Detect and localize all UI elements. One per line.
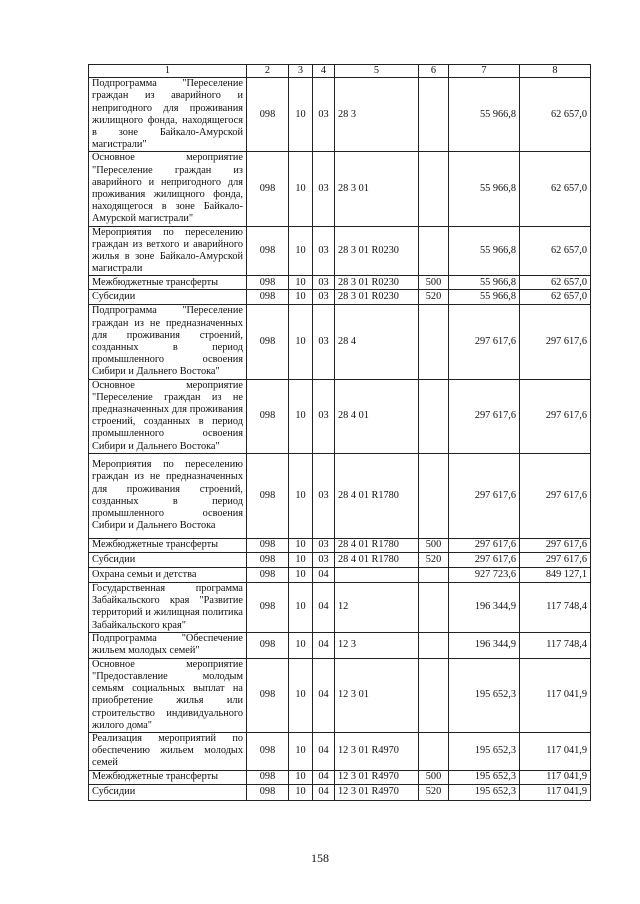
table-row — [89, 78, 591, 152]
amount-year2-cell: 297 617,6 — [520, 453, 591, 538]
row-name-cell: Межбюджетные трансферты — [89, 538, 247, 552]
grbs-code-cell: 098 — [247, 732, 289, 770]
amount-year2-cell: 297 617,6 — [520, 305, 591, 379]
section-code-cell: 10 — [289, 453, 313, 538]
target-article-cell: 12 3 01 R4970 — [335, 784, 419, 800]
subsection-code-cell: 04 — [313, 567, 335, 582]
grbs-code-cell: 098 — [247, 632, 289, 658]
subsection-code-cell: 03 — [313, 453, 335, 538]
expense-type-cell — [419, 379, 449, 453]
subsection-code-cell: 04 — [313, 582, 335, 632]
subsection-code-cell: 04 — [313, 770, 335, 784]
amount-year1-cell: 297 617,6 — [449, 552, 520, 567]
amount-year1-cell: 55 966,8 — [449, 152, 520, 226]
expense-type-cell: 500 — [419, 276, 449, 290]
row-name-cell: Подпрограмма "Переселение граждан из не предназначенных для проживания строений, созданных в период промышленного освоения Сибири и Дальнего Востока" — [89, 305, 247, 379]
section-code-cell: 10 — [289, 379, 313, 453]
row-name-cell: Субсидии — [89, 784, 247, 800]
row-name-cell: Субсидии — [89, 290, 247, 305]
grbs-code-cell: 098 — [247, 290, 289, 305]
amount-year2-cell: 62 657,0 — [520, 276, 591, 290]
target-article-cell: 28 3 01 R0230 — [335, 290, 419, 305]
section-code-cell: 10 — [289, 305, 313, 379]
target-article-cell: 12 3 01 R4970 — [335, 770, 419, 784]
amount-year2-cell: 117 748,4 — [520, 582, 591, 632]
section-code-cell: 10 — [289, 784, 313, 800]
expense-type-cell — [419, 632, 449, 658]
expense-type-cell — [419, 305, 449, 379]
row-name-cell: Государственная программа Забайкальского края "Развитие территорий и жилищная политика Забайкальского края" — [89, 582, 247, 632]
grbs-code-cell: 098 — [247, 538, 289, 552]
amount-year2-cell: 117 041,9 — [520, 732, 591, 770]
amount-year1-cell: 195 652,3 — [449, 784, 520, 800]
header-cell: 1 — [89, 65, 247, 78]
subsection-code-cell: 04 — [313, 732, 335, 770]
amount-year2-cell: 117 041,9 — [520, 770, 591, 784]
grbs-code-cell: 098 — [247, 152, 289, 226]
subsection-code-cell: 03 — [313, 379, 335, 453]
expense-type-cell — [419, 732, 449, 770]
grbs-code-cell: 098 — [247, 305, 289, 379]
table-row — [89, 582, 591, 632]
section-code-cell: 10 — [289, 290, 313, 305]
amount-year1-cell: 195 652,3 — [449, 770, 520, 784]
expense-type-cell — [419, 453, 449, 538]
row-name-cell: Охрана семьи и детства — [89, 567, 247, 582]
table-row — [89, 538, 591, 552]
amount-year1-cell: 55 966,8 — [449, 276, 520, 290]
table-body — [89, 78, 591, 800]
target-article-cell: 28 4 01 — [335, 379, 419, 453]
subsection-code-cell: 03 — [313, 538, 335, 552]
row-name-cell: Основное мероприятие "Переселение граждан из не предназначенных для проживания строений, созданных в период промышленного освоения Сибири и Дальнего Востока" — [89, 379, 247, 453]
section-code-cell: 10 — [289, 770, 313, 784]
amount-year1-cell: 196 344,9 — [449, 632, 520, 658]
target-article-cell: 28 4 01 R1780 — [335, 538, 419, 552]
table-row — [89, 152, 591, 226]
header-cell: 5 — [335, 65, 419, 78]
amount-year2-cell: 117 748,4 — [520, 632, 591, 658]
grbs-code-cell: 098 — [247, 453, 289, 538]
header-cell: 8 — [520, 65, 591, 78]
expense-type-cell — [419, 226, 449, 276]
subsection-code-cell: 03 — [313, 152, 335, 226]
section-code-cell: 10 — [289, 152, 313, 226]
row-name-cell: Подпрограмма "Переселение граждан из аварийного и непригодного для проживания жилищного фонда, находящегося в зоне Байкало-Амурской магистрали" — [89, 78, 247, 152]
target-article-cell: 28 3 01 R0230 — [335, 226, 419, 276]
grbs-code-cell: 098 — [247, 379, 289, 453]
expense-type-cell: 500 — [419, 538, 449, 552]
table-row — [89, 732, 591, 770]
amount-year1-cell: 196 344,9 — [449, 582, 520, 632]
section-code-cell: 10 — [289, 582, 313, 632]
row-name-cell: Мероприятия по переселению граждан из ветхого и аварийного жилья в зоне Байкало-Амурской магистрали — [89, 226, 247, 276]
amount-year2-cell: 62 657,0 — [520, 152, 591, 226]
table-row — [89, 770, 591, 784]
target-article-cell: 12 — [335, 582, 419, 632]
target-article-cell: 12 3 — [335, 632, 419, 658]
amount-year1-cell: 297 617,6 — [449, 453, 520, 538]
section-code-cell: 10 — [289, 567, 313, 582]
amount-year2-cell: 117 041,9 — [520, 784, 591, 800]
header-cell: 2 — [247, 65, 289, 78]
header-cell: 7 — [449, 65, 520, 78]
expense-type-cell — [419, 658, 449, 732]
amount-year2-cell: 297 617,6 — [520, 538, 591, 552]
target-article-cell: 12 3 01 R4970 — [335, 732, 419, 770]
subsection-code-cell: 03 — [313, 305, 335, 379]
section-code-cell: 10 — [289, 552, 313, 567]
header-cell: 4 — [313, 65, 335, 78]
section-code-cell: 10 — [289, 78, 313, 152]
grbs-code-cell: 098 — [247, 582, 289, 632]
row-name-cell: Субсидии — [89, 552, 247, 567]
grbs-code-cell: 098 — [247, 552, 289, 567]
row-name-cell: Подпрограмма "Обеспечение жильем молодых семей" — [89, 632, 247, 658]
table-row — [89, 379, 591, 453]
amount-year1-cell: 297 617,6 — [449, 305, 520, 379]
section-code-cell: 10 — [289, 732, 313, 770]
header-cell: 6 — [419, 65, 449, 78]
amount-year1-cell: 297 617,6 — [449, 379, 520, 453]
amount-year1-cell: 195 652,3 — [449, 658, 520, 732]
row-name-cell: Основное мероприятие "Предоставление молодым семьям социальных выплат на приобретение жилья или строительство индивидуального жилого дома" — [89, 658, 247, 732]
section-code-cell: 10 — [289, 538, 313, 552]
subsection-code-cell: 03 — [313, 226, 335, 276]
grbs-code-cell: 098 — [247, 784, 289, 800]
section-code-cell: 10 — [289, 632, 313, 658]
grbs-code-cell: 098 — [247, 770, 289, 784]
expense-type-cell: 520 — [419, 290, 449, 305]
amount-year1-cell: 297 617,6 — [449, 538, 520, 552]
amount-year1-cell: 195 652,3 — [449, 732, 520, 770]
section-code-cell: 10 — [289, 226, 313, 276]
table-row — [89, 658, 591, 732]
table-row — [89, 290, 591, 305]
page-number: 158 — [311, 851, 329, 865]
amount-year2-cell: 62 657,0 — [520, 78, 591, 152]
expense-type-cell: 520 — [419, 552, 449, 567]
amount-year1-cell: 927 723,6 — [449, 567, 520, 582]
table-row — [89, 784, 591, 800]
header-row — [89, 65, 591, 78]
table-row — [89, 453, 591, 538]
grbs-code-cell: 098 — [247, 78, 289, 152]
target-article-cell — [335, 567, 419, 582]
grbs-code-cell: 098 — [247, 276, 289, 290]
amount-year2-cell: 297 617,6 — [520, 552, 591, 567]
table-row — [89, 276, 591, 290]
expense-type-cell — [419, 582, 449, 632]
table-row — [89, 632, 591, 658]
expense-type-cell — [419, 567, 449, 582]
target-article-cell: 28 4 01 R1780 — [335, 453, 419, 538]
table-row — [89, 226, 591, 276]
table-row — [89, 305, 591, 379]
target-article-cell: 28 4 01 R1780 — [335, 552, 419, 567]
amount-year1-cell: 55 966,8 — [449, 226, 520, 276]
grbs-code-cell: 098 — [247, 658, 289, 732]
row-name-cell: Межбюджетные трансферты — [89, 276, 247, 290]
row-name-cell: Основное мероприятие "Переселение граждан из аварийного и непригодного для проживания жилищного фонда, находящегося в зоне Байкало-Амурской магистрали" — [89, 152, 247, 226]
amount-year2-cell: 849 127,1 — [520, 567, 591, 582]
section-code-cell: 10 — [289, 276, 313, 290]
subsection-code-cell: 03 — [313, 78, 335, 152]
budget-table — [88, 64, 591, 801]
row-name-cell: Межбюджетные трансферты — [89, 770, 247, 784]
amount-year1-cell: 55 966,8 — [449, 290, 520, 305]
table-row — [89, 567, 591, 582]
amount-year1-cell: 55 966,8 — [449, 78, 520, 152]
subsection-code-cell: 03 — [313, 276, 335, 290]
row-name-cell: Мероприятия по переселению граждан из не предназначенных для проживания строений, созданных в период промышленного освоения Сибири и Дальнего Востока — [89, 453, 247, 538]
subsection-code-cell: 04 — [313, 632, 335, 658]
expense-type-cell: 500 — [419, 770, 449, 784]
amount-year2-cell: 62 657,0 — [520, 290, 591, 305]
expense-type-cell — [419, 78, 449, 152]
subsection-code-cell: 03 — [313, 552, 335, 567]
grbs-code-cell: 098 — [247, 226, 289, 276]
expense-type-cell — [419, 152, 449, 226]
target-article-cell: 28 3 01 R0230 — [335, 276, 419, 290]
section-code-cell: 10 — [289, 658, 313, 732]
expense-type-cell: 520 — [419, 784, 449, 800]
target-article-cell: 28 4 — [335, 305, 419, 379]
row-name-cell: Реализация мероприятий по обеспечению жильем молодых семей — [89, 732, 247, 770]
subsection-code-cell: 04 — [313, 658, 335, 732]
subsection-code-cell: 04 — [313, 784, 335, 800]
grbs-code-cell: 098 — [247, 567, 289, 582]
target-article-cell: 12 3 01 — [335, 658, 419, 732]
amount-year2-cell: 297 617,6 — [520, 379, 591, 453]
amount-year2-cell: 117 041,9 — [520, 658, 591, 732]
amount-year2-cell: 62 657,0 — [520, 226, 591, 276]
table-row — [89, 552, 591, 567]
subsection-code-cell: 03 — [313, 290, 335, 305]
header-cell: 3 — [289, 65, 313, 78]
target-article-cell: 28 3 — [335, 78, 419, 152]
target-article-cell: 28 3 01 — [335, 152, 419, 226]
